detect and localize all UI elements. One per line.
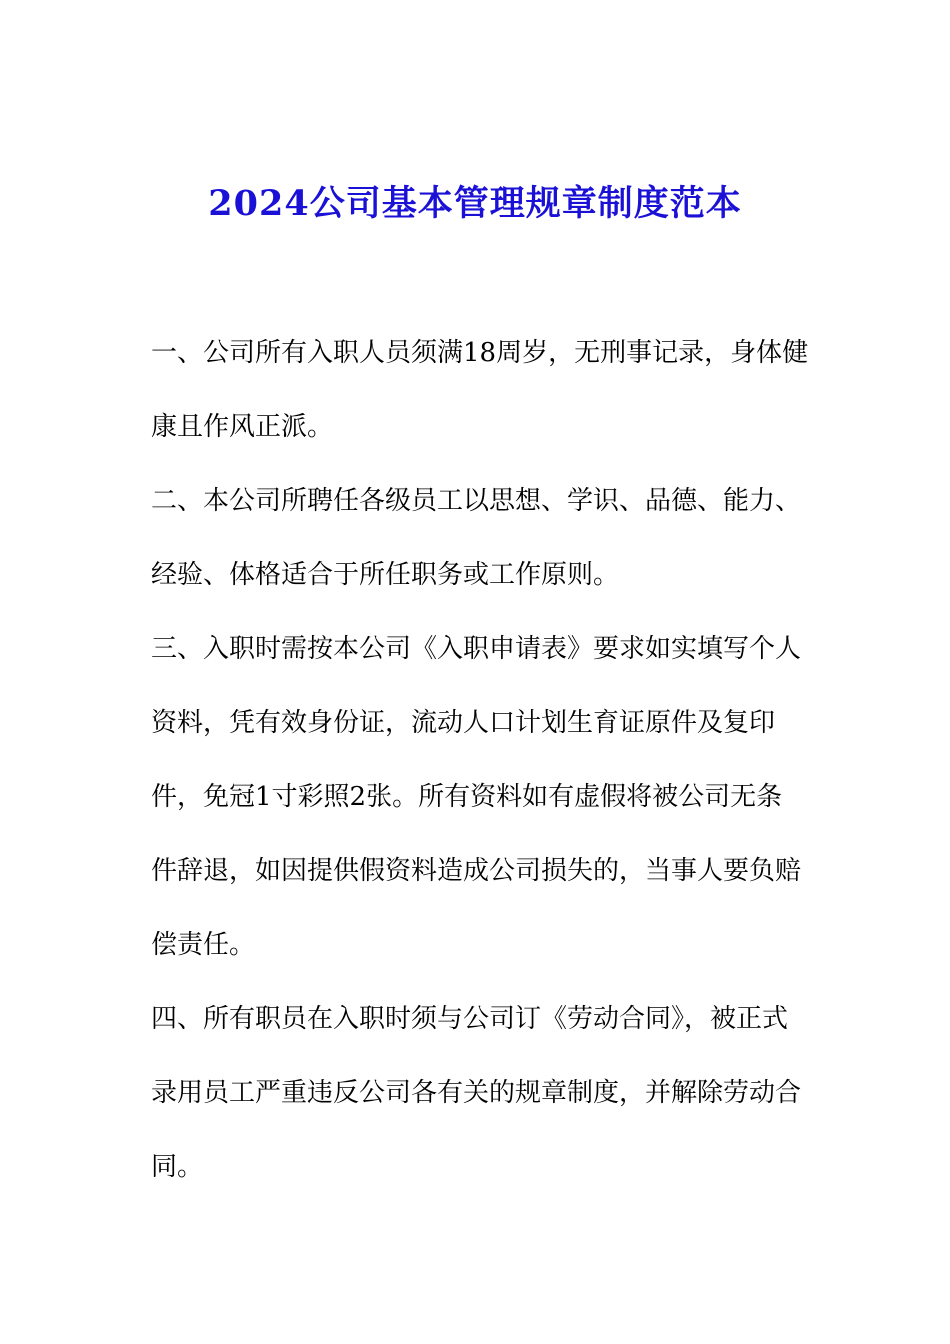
paragraph-line: 康且作风正派。 (151, 412, 334, 442)
paragraph-3 (151, 612, 806, 982)
paragraph-line: 件，免冠1寸彩照2张。所有资料如有虚假将被公司无条 (151, 782, 783, 812)
paragraph-2 (151, 464, 806, 612)
paragraph-line: 四、所有职员在入职时须与公司订《劳动合同》，被正式 (151, 1004, 789, 1034)
paragraph-line: 经验、体格适合于所任职务或工作原则。 (151, 560, 620, 590)
paragraph-line: 同。 (151, 1152, 204, 1182)
paragraph-line: 资料，凭有效身份证，流动人口计划生育证原件及复印 (151, 708, 776, 738)
paragraph-line: 三、入职时需按本公司《入职申请表》要求如实填写个人 (151, 634, 802, 664)
document-title: 2024公司基本管理规章制度范本 (208, 183, 742, 224)
document-body (151, 316, 809, 1204)
paragraph-line: 二、本公司所聘任各级员工以思想、学识、品德、能力、 (151, 486, 802, 516)
paragraph-1 (151, 316, 809, 464)
paragraph-line: 偿责任。 (151, 930, 256, 960)
paragraph-line: 件辞退，如因提供假资料造成公司损失的，当事人要负赔 (151, 856, 802, 886)
paragraph-line: 一、公司所有入职人员须满18周岁，无刑事记录，身体健 (151, 338, 809, 368)
paragraph-4 (151, 982, 806, 1204)
paragraph-line: 录用员工严重违反公司各有关的规章制度，并解除劳动合 (151, 1078, 802, 1108)
